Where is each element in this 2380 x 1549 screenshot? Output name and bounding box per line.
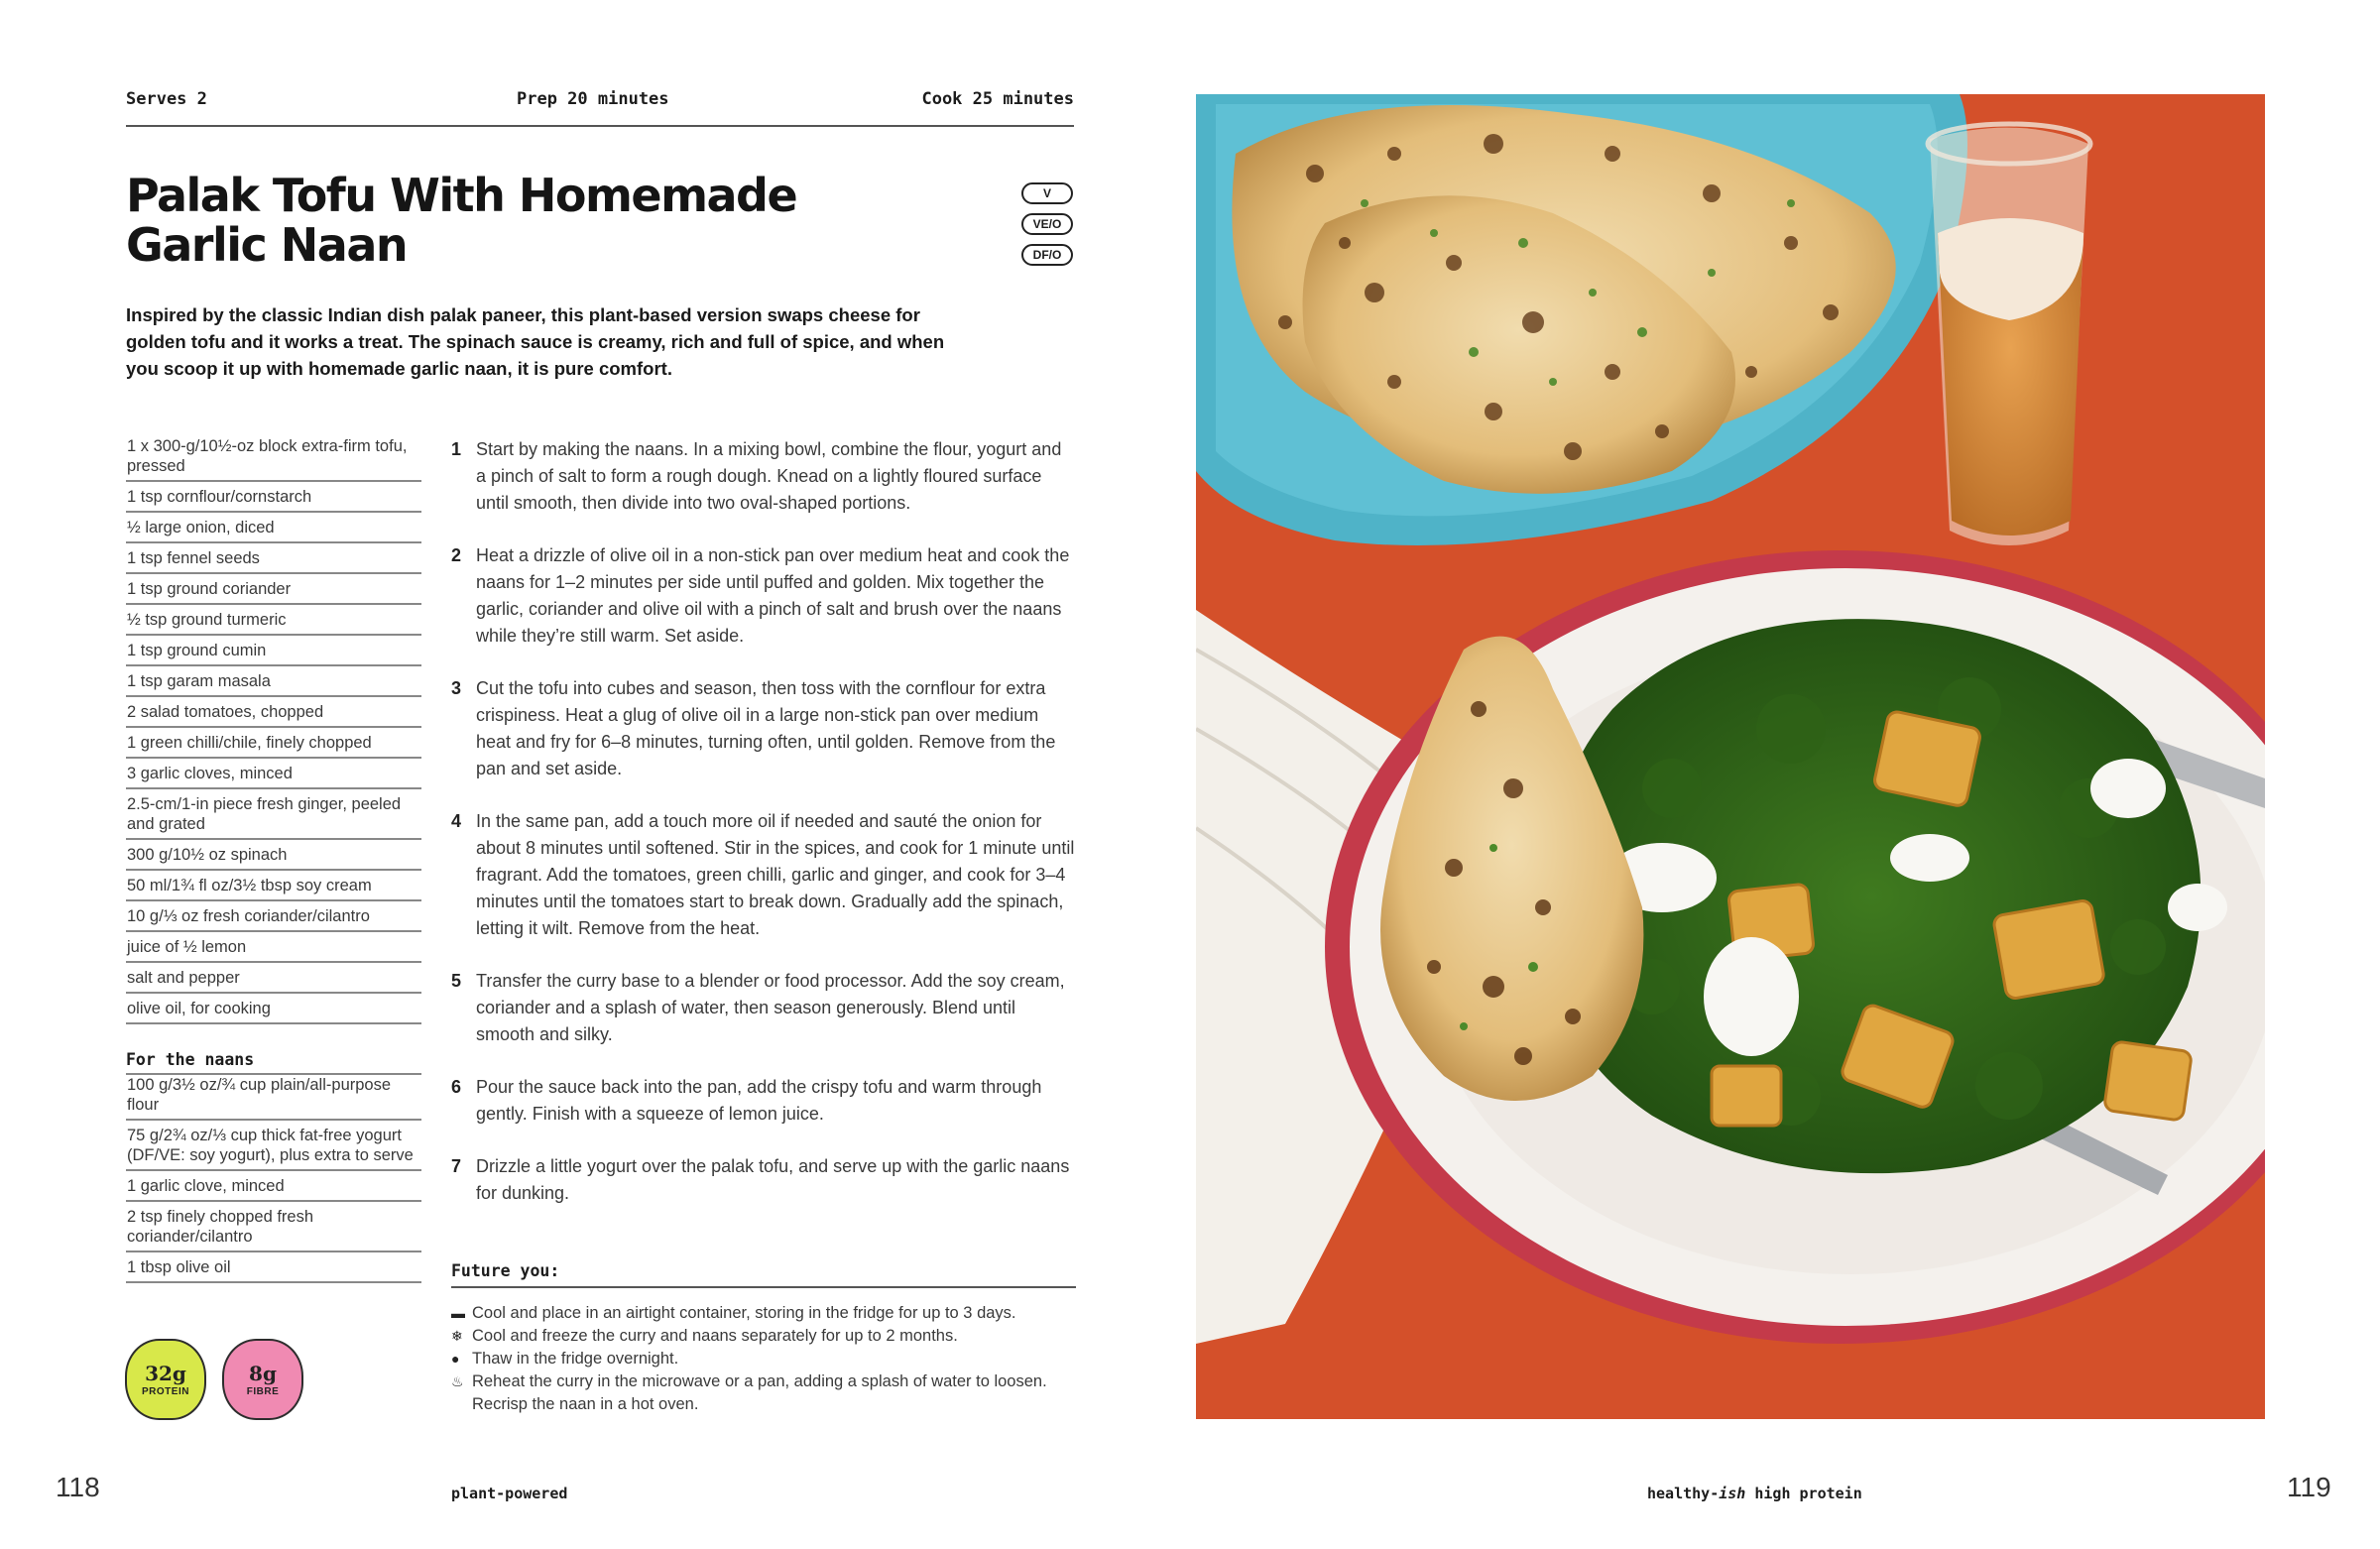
nutrition-badges bbox=[125, 1339, 313, 1422]
step-number: 4 bbox=[451, 811, 462, 831]
ingredient-item: 300 g/10½ oz spinach bbox=[126, 840, 421, 871]
method-step bbox=[451, 675, 1076, 782]
ingredient-item: 1 green chilli/chile, finely chopped bbox=[126, 728, 421, 759]
naan-ingredient-item: 1 garlic clove, minced bbox=[126, 1171, 421, 1202]
step-text: Heat a drizzle of olive oil in a non-stick pan over medium heat and cook the naans for 1–2 minutes per side until puffed and golden. Mix together the garlic, coriander and olive oil with a pinch of salt and brush over the naans while they’re still warm. Set aside. bbox=[476, 545, 1070, 646]
dish-photo bbox=[1196, 94, 2265, 1419]
method-step bbox=[451, 968, 1076, 1048]
future-you-section bbox=[451, 1261, 1076, 1416]
section-footer-right-pre: healthy- bbox=[1647, 1485, 1720, 1502]
ingredient-item: 10 g/⅓ oz fresh coriander/cilantro bbox=[126, 901, 421, 932]
fibre-label: FIBRE bbox=[246, 1386, 280, 1397]
future-you-item bbox=[451, 1348, 1076, 1370]
step-number: 5 bbox=[451, 971, 462, 991]
diet-tags bbox=[1021, 182, 1073, 275]
method-steps bbox=[451, 436, 1076, 1207]
step-number: 1 bbox=[451, 439, 462, 459]
step-number: 2 bbox=[451, 545, 462, 565]
future-you-list bbox=[451, 1302, 1076, 1416]
naans-heading: For the naans bbox=[126, 1050, 421, 1075]
ingredient-item: ½ large onion, diced bbox=[126, 513, 421, 543]
ingredient-item: salt and pepper bbox=[126, 963, 421, 994]
future-you-text: Reheat the curry in the microwave or a pan, adding a splash of water to loosen. Recrisp the naan in a hot oven. bbox=[472, 1372, 1047, 1413]
cook-time-label: Cook 25 minutes bbox=[921, 89, 1074, 109]
method-step bbox=[451, 808, 1076, 942]
future-you-text: Cool and place in an airtight container, storing in the fridge for up to 3 days. bbox=[472, 1304, 1016, 1322]
serves-label: Serves 2 bbox=[126, 89, 207, 109]
page-number-right: 119 bbox=[2287, 1472, 2331, 1502]
flame-icon: ♨ bbox=[451, 1373, 464, 1389]
ingredient-item: 1 tsp cornflour/cornstarch bbox=[126, 482, 421, 513]
diet-tag-dairy-free-option: DF/O bbox=[1021, 244, 1073, 266]
future-you-text: Thaw in the fridge overnight. bbox=[472, 1350, 679, 1368]
protein-value: 32g bbox=[145, 1362, 186, 1385]
ingredient-item: ½ tsp ground turmeric bbox=[126, 605, 421, 636]
future-you-item bbox=[451, 1302, 1076, 1325]
fibre-badge bbox=[222, 1339, 303, 1420]
naan-ingredient-item: 100 g/3½ oz/¾ cup plain/all-purpose flour bbox=[126, 1075, 421, 1121]
page-number-left: 118 bbox=[56, 1472, 100, 1502]
diet-tag-vegetarian: V bbox=[1021, 182, 1073, 204]
future-you-text: Cool and freeze the curry and naans separately for up to 2 months. bbox=[472, 1327, 958, 1345]
step-number: 3 bbox=[451, 678, 462, 698]
ingredient-item: 1 tsp fennel seeds bbox=[126, 543, 421, 574]
step-text: In the same pan, add a touch more oil if needed and sauté the onion for about 8 minutes until softened. Stir in the spices, and cook for 1 minute until fragrant. Add the tomatoes, green chilli, garlic and ginger, and cook for 3–4 minutes until the tomatoes start to break down. Gradually add the spinach, letting it wilt. Remove from the heat. bbox=[476, 811, 1075, 938]
recipe-title-line-1: Palak Tofu With Homemade bbox=[126, 169, 797, 222]
recipe-intro: Inspired by the classic Indian dish palak paneer, this plant-based version swaps cheese for golden tofu and it works a treat. The spinach sauce is creamy, rich and full of spice, and when you scoop it up with homemade garlic naan, it is pure comfort. bbox=[126, 304, 945, 379]
future-you-item bbox=[451, 1325, 1076, 1348]
ingredients-list bbox=[126, 436, 421, 1283]
step-text: Cut the tofu into cubes and season, then toss with the cornflour for extra crispiness. Heat a glug of olive oil in a large non-stick pan over medium heat and fry for 6–8 minutes, turning often, until golden. Remove from the pan and set aside. bbox=[476, 678, 1056, 778]
naan-ingredient-item: 1 tbsp olive oil bbox=[126, 1252, 421, 1283]
ingredient-item: 1 x 300-g/10½-oz block extra-firm tofu, pressed bbox=[126, 436, 421, 482]
naan-ingredients bbox=[126, 1075, 421, 1283]
future-you-heading: Future you: bbox=[451, 1261, 1076, 1288]
ingredient-item: 1 tsp ground cumin bbox=[126, 636, 421, 666]
fibre-value: 8g bbox=[249, 1362, 277, 1385]
section-footer-right bbox=[1647, 1485, 1862, 1502]
method-step bbox=[451, 1153, 1076, 1207]
ingredient-item: 2 salad tomatoes, chopped bbox=[126, 697, 421, 728]
step-text: Start by making the naans. In a mixing bowl, combine the flour, yogurt and a pinch of salt to form a rough dough. Knead on a lightly floured surface until smooth, then divide into two oval-shaped portions. bbox=[476, 439, 1062, 513]
section-footer-right-post: high protein bbox=[1745, 1485, 1862, 1502]
recipe-title bbox=[126, 171, 880, 270]
step-text: Pour the sauce back into the pan, add the crispy tofu and warm through gently. Finish with a squeeze of lemon juice. bbox=[476, 1077, 1042, 1124]
step-number: 7 bbox=[451, 1156, 462, 1176]
ingredient-item: 2.5-cm/1-in piece fresh ginger, peeled and grated bbox=[126, 789, 421, 840]
method-step bbox=[451, 1074, 1076, 1128]
ingredient-item: olive oil, for cooking bbox=[126, 994, 421, 1024]
ingredient-item: 1 tsp garam masala bbox=[126, 666, 421, 697]
ingredient-item: 1 tsp ground coriander bbox=[126, 574, 421, 605]
droplet-icon: ● bbox=[451, 1351, 460, 1367]
recipe-title-line-2: Garlic Naan bbox=[126, 218, 408, 272]
snowflake-icon: ❄ bbox=[451, 1328, 463, 1344]
step-text: Drizzle a little yogurt over the palak tofu, and serve up with the garlic naans for dunking. bbox=[476, 1156, 1070, 1203]
diet-tag-vegan-option: VE/O bbox=[1021, 213, 1073, 235]
protein-label: PROTEIN bbox=[142, 1386, 189, 1397]
method-step bbox=[451, 542, 1076, 650]
container-icon: ▬ bbox=[451, 1305, 465, 1321]
main-ingredients bbox=[126, 436, 421, 1024]
protein-badge bbox=[125, 1339, 206, 1420]
section-footer-left: plant-powered bbox=[451, 1485, 568, 1502]
step-text: Transfer the curry base to a blender or food processor. Add the soy cream, coriander and a splash of water, then season generously. Blend until smooth and silky. bbox=[476, 971, 1065, 1044]
section-footer-right-em: ish bbox=[1719, 1485, 1746, 1502]
ingredient-item: 50 ml/1¾ fl oz/3½ tbsp soy cream bbox=[126, 871, 421, 901]
method-step bbox=[451, 436, 1076, 517]
naan-ingredient-item: 2 tsp finely chopped fresh coriander/cilantro bbox=[126, 1202, 421, 1252]
naan-ingredient-item: 75 g/2¾ oz/⅓ cup thick fat-free yogurt (DF/VE: soy yogurt), plus extra to serve bbox=[126, 1121, 421, 1171]
recipe-meta-bar bbox=[126, 87, 1074, 127]
prep-time-label: Prep 20 minutes bbox=[517, 89, 669, 109]
ingredient-item: juice of ½ lemon bbox=[126, 932, 421, 963]
future-you-item bbox=[451, 1370, 1076, 1416]
ingredient-item: 3 garlic cloves, minced bbox=[126, 759, 421, 789]
step-number: 6 bbox=[451, 1077, 462, 1097]
